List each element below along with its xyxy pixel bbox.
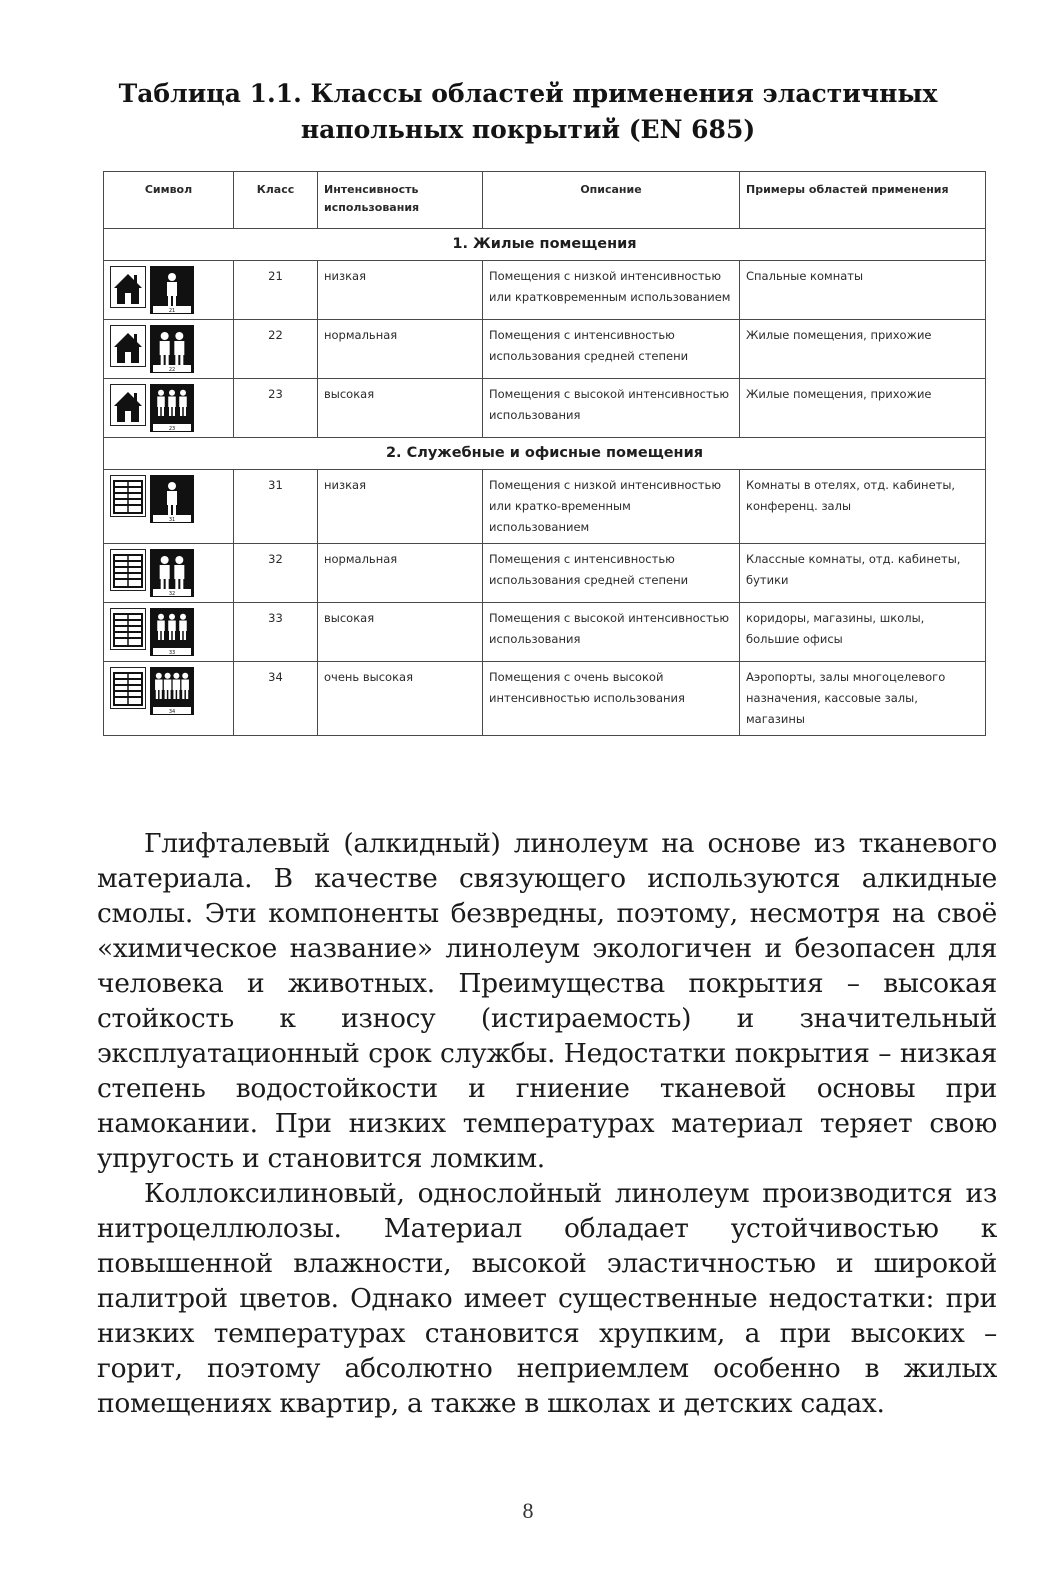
class-pictogram	[110, 384, 227, 432]
class-cell: 22	[234, 320, 318, 379]
section-title: 1. Жилые помещения	[104, 229, 986, 261]
description-cell: Помещения с низкой интенсивностью или кратковременным использованием	[483, 261, 740, 320]
header-intensity: Интенсивность использования	[318, 172, 483, 229]
description-cell: Помещения с очень высокой интенсивностью использования	[483, 662, 740, 736]
class-pictogram	[110, 549, 227, 597]
class-pictogram	[110, 475, 227, 523]
description-cell: Помещения с высокой интенсивностью использования	[483, 379, 740, 438]
class-cell: 23	[234, 379, 318, 438]
header-examples: Примеры областей применения	[740, 172, 986, 229]
table-row	[104, 470, 986, 544]
header-symbol: Символ	[104, 172, 234, 229]
intensity-cell: нормальная	[318, 544, 483, 603]
body-text	[97, 826, 997, 1421]
intensity-cell: нормальная	[318, 320, 483, 379]
intensity-cell: высокая	[318, 379, 483, 438]
persons-3-icon	[150, 608, 194, 656]
section-row	[104, 438, 986, 470]
header-class: Класс	[234, 172, 318, 229]
class-cell: 34	[234, 662, 318, 736]
table-row	[104, 261, 986, 320]
en685-class-table	[103, 171, 986, 736]
class-cell: 21	[234, 261, 318, 320]
symbol-cell	[104, 662, 234, 736]
examples-cell: Спальные комнаты	[740, 261, 986, 320]
paragraph-colloxylin-linoleum: Коллоксилиновый, однослойный линолеум производится из нитроцеллюлозы. Материал обладает устойчивостью к повышенной влажности, высокой эластичностью и широкой палитрой цветов. Однако имеет существенные недостатки: при низких температурах становится хрупким, а при высоких – горит, поэтому абсолютно неприемлем особенно в жилых помещениях квартир, а также в школах и детских садах.	[97, 1178, 997, 1419]
class-pictogram	[110, 325, 227, 373]
section-title: 2. Служебные и офисные помещения	[104, 438, 986, 470]
class-cell: 32	[234, 544, 318, 603]
persons-4-icon	[150, 667, 194, 715]
table-title	[60, 76, 996, 148]
persons-2-icon	[150, 325, 194, 373]
symbol-cell	[104, 261, 234, 320]
persons-3-icon	[150, 384, 194, 432]
pictogram-class-label: 32	[168, 591, 176, 597]
pictogram-class-label: 22	[168, 367, 176, 373]
examples-cell: Комнаты в отелях, отд. кабинеты, конференц. залы	[740, 470, 986, 544]
house-icon	[110, 384, 146, 426]
table-row	[104, 544, 986, 603]
description-cell: Помещения с интенсивностью использования средней степени	[483, 544, 740, 603]
header-description: Описание	[483, 172, 740, 229]
pictogram-class-label: 34	[168, 709, 176, 715]
house-icon	[110, 266, 146, 308]
examples-cell: коридоры, магазины, школы, большие офисы	[740, 603, 986, 662]
symbol-cell	[104, 544, 234, 603]
class-pictogram	[110, 608, 227, 656]
description-cell: Помещения с высокой интенсивностью использования	[483, 603, 740, 662]
symbol-cell	[104, 470, 234, 544]
examples-cell: Классные комнаты, отд. кабинеты, бутики	[740, 544, 986, 603]
persons-2-icon	[150, 549, 194, 597]
page-number: 8	[522, 1498, 534, 1523]
office-building-icon	[110, 667, 146, 709]
paragraph-alkyd-linoleum: Глифталевый (алкидный) линолеум на основе из тканевого материала. В качестве связующего используются алкидные смолы. Эти компоненты безвредны, поэтому, несмотря на своё «химическое название» линолеум экологичен и безопасен для человека и животных. Преимущества покрытия – высокая стойкость к износу (истираемость) и значительный эксплуатационный срок службы. Недостатки покрытия – низкая степень водостойкости и гниение тканевой основы при намокании. При низких температурах материал теряет свою упругость и становится ломким.	[97, 828, 997, 1174]
table-row	[104, 603, 986, 662]
class-pictogram	[110, 667, 227, 715]
table-row	[104, 662, 986, 736]
class-pictogram	[110, 266, 227, 314]
pictogram-class-label: 23	[168, 426, 176, 432]
table-header-row	[104, 172, 986, 229]
table-title-line-1: Таблица 1.1. Классы областей применения эластичных	[118, 79, 938, 108]
examples-cell: Жилые помещения, прихожие	[740, 379, 986, 438]
table-row	[104, 320, 986, 379]
table-row	[104, 379, 986, 438]
office-building-icon	[110, 475, 146, 517]
examples-cell: Аэропорты, залы многоцелевого назначения, кассовые залы, магазины	[740, 662, 986, 736]
examples-cell: Жилые помещения, прихожие	[740, 320, 986, 379]
description-cell: Помещения с низкой интенсивностью или кратко-временным использованием	[483, 470, 740, 544]
description-cell: Помещения с интенсивностью использования средней степени	[483, 320, 740, 379]
intensity-cell: высокая	[318, 603, 483, 662]
persons-1-icon	[150, 475, 194, 523]
table-title-line-2: напольных покрытий (EN 685)	[300, 115, 756, 144]
office-building-icon	[110, 608, 146, 650]
intensity-cell: низкая	[318, 470, 483, 544]
pictogram-class-label: 31	[168, 517, 176, 523]
section-row	[104, 229, 986, 261]
class-cell: 31	[234, 470, 318, 544]
house-icon	[110, 325, 146, 367]
intensity-cell: низкая	[318, 261, 483, 320]
table-body	[104, 229, 986, 736]
symbol-cell	[104, 603, 234, 662]
intensity-cell: очень высокая	[318, 662, 483, 736]
pictogram-class-label: 21	[168, 308, 176, 314]
symbol-cell	[104, 379, 234, 438]
class-cell: 33	[234, 603, 318, 662]
office-building-icon	[110, 549, 146, 591]
pictogram-class-label: 33	[168, 650, 176, 656]
symbol-cell	[104, 320, 234, 379]
persons-1-icon	[150, 266, 194, 314]
